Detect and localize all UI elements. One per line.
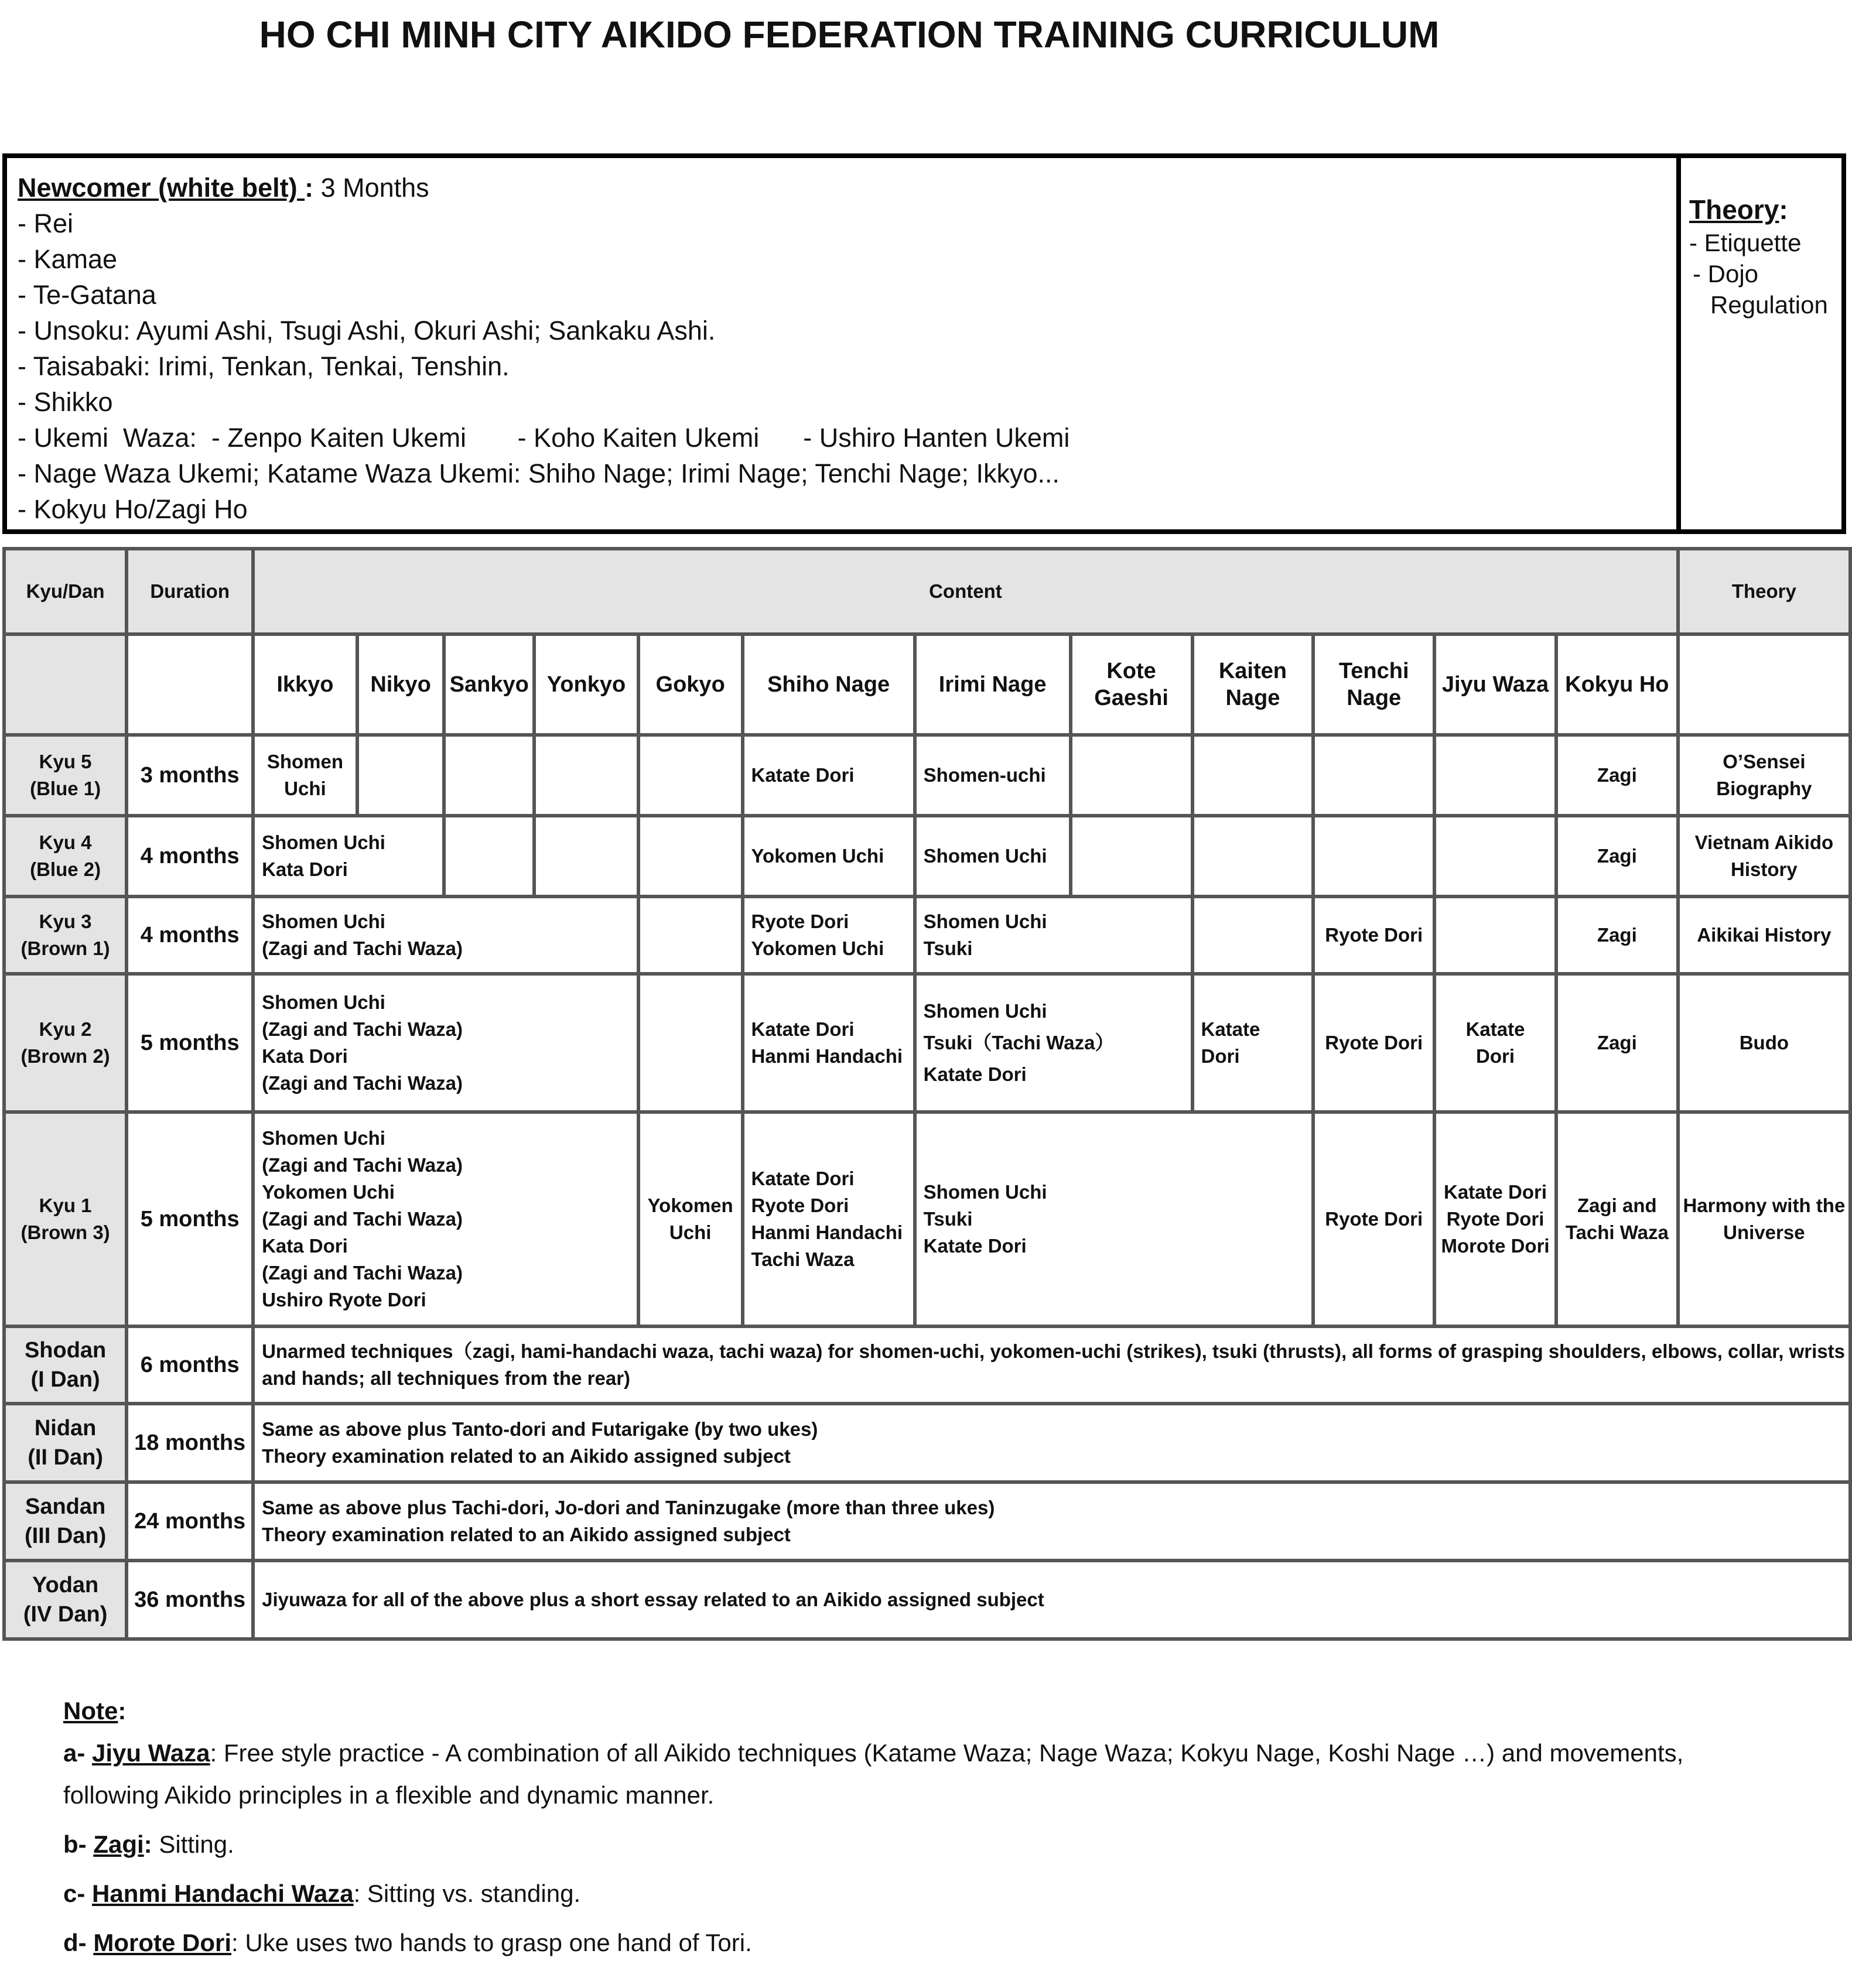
cell-line: Katate Dori [1444,1181,1547,1203]
note-term: Zagi [93,1830,144,1858]
cell-line: Morote Dori [1441,1235,1550,1257]
newcomer-item: - Rei [18,208,74,238]
rank-belt: (Brown 1) [20,937,110,959]
cell-line: Dori [1201,1045,1240,1067]
note-term: Morote Dori [93,1929,231,1956]
cell-line: (Zagi and Tachi Waza) [262,1018,463,1040]
newcomer-item: - Kamae [18,244,118,274]
tech-irimi-nage: Irimi Nage [915,634,1071,735]
rank-cell [4,1404,127,1482]
cell-line: Yokomen Uchi [751,937,884,959]
cell-line: Shomen Uchi [262,832,385,853]
rank-cell [4,1561,127,1639]
rank-belt: (III Dan) [24,1524,107,1548]
duration-cell: 6 months [127,1326,253,1404]
row-kyu5 [4,735,1850,816]
cell-line: Tsuki [923,1208,973,1230]
theory-title-text: Theory [1689,194,1779,225]
empty-cell [1192,897,1314,974]
curriculum-table [2,547,1852,1641]
cell-line: Harmony with the [1683,1195,1846,1216]
rank-belt: (Blue 1) [30,778,101,799]
empty-cell [1071,816,1192,897]
cell-line: Tsuki [923,937,973,959]
gokyo-cell [638,1112,743,1326]
rank-cell [4,1112,127,1326]
notes-title-colon: : [118,1697,127,1724]
duration-cell: 5 months [127,974,253,1112]
newcomer-theory-title [1689,192,1834,227]
cell-line: and hands; all techniques from the rear) [262,1367,631,1389]
note-colon: : [143,1830,152,1858]
tech-yonkyo: Yonkyo [534,634,638,735]
cell-line: (Zagi and Tachi Waza) [262,1262,463,1284]
tech-kokyu-ho: Kokyu Ho [1556,634,1678,735]
cell-line: Jiyuwaza for all of the above plus a short essay related to an Aikido assigned subject [262,1589,1044,1610]
rank-name: Sandan [25,1494,106,1519]
theory-item: - Etiquette [1689,229,1802,256]
shiho-cell [743,1112,915,1326]
row-sandan [4,1482,1850,1561]
note-term: Jiyu Waza [92,1739,210,1767]
header-theory: Theory [1678,549,1850,634]
duration-cell: 3 months [127,735,253,816]
newcomer-heading-colon: : [305,173,314,203]
cell-line: Yokomen Uchi [262,1181,395,1203]
header-row [4,549,1850,634]
note-text: : Uke uses two hands to grasp one hand of Tori. [231,1929,752,1956]
cell-line: Shomen Uchi [923,911,1047,932]
theory-title-colon: : [1779,194,1788,225]
empty-cell [1434,735,1556,816]
tech-kaiten-nage: Kaiten Nage [1192,634,1314,735]
duration-cell: 4 months [127,897,253,974]
notes-title-text: Note [63,1697,118,1724]
newcomer-item: - Nage Waza Ukemi; Katame Waza Ukemi: Shiho Nage; Irimi Nage; Tenchi Nage; Ikkyo... [18,458,1060,488]
tech-sankyo: Sankyo [444,634,534,735]
cell-line: Katate Dori [751,1168,855,1189]
empty-cell [1313,816,1434,897]
cell-line: Kata Dori [262,1235,348,1257]
tech-jiyu-waza: Jiyu Waza [1434,634,1556,735]
empty-cell [1434,816,1556,897]
ikkyo-cell [253,816,444,897]
newcomer-item: - Taisabaki: Irimi, Tenkan, Tenkai, Tenshin. [18,351,510,381]
ikkyo-cell [253,735,357,816]
jiyu-cell [1434,974,1556,1112]
rank-name: Kyu 5 [39,751,92,772]
row-nidan [4,1404,1850,1482]
tenchi-cell: Ryote Dori [1313,1112,1434,1326]
header-duration: Duration [127,549,253,634]
note-label: a- [63,1739,86,1767]
empty-cell [534,816,638,897]
blank-cell [1678,634,1850,735]
rank-name: Shodan [24,1338,107,1363]
row-kyu2 [4,974,1850,1112]
rank-cell [4,974,127,1112]
rank-belt: (IV Dan) [23,1602,108,1627]
newcomer-item: - Te-Gatana [18,280,156,310]
cell-line: Kata Dori [262,858,348,880]
newcomer-heading-label: Newcomer (white belt) [18,173,305,203]
kokyu-cell: Zagi [1556,816,1678,897]
shiho-cell [743,897,915,974]
note-text: : Free style practice - A combination of all Aikido techniques (Katame Waza; Nage Waza; Kokyu Nage, Koshi Nage …) and movements, [210,1739,1684,1767]
cell-line: Hanmi Handachi [751,1045,903,1067]
cell-line: Shomen Uchi [923,1181,1047,1203]
tech-gokyo: Gokyo [638,634,743,735]
ikkyo-cell [253,1112,638,1326]
rank-belt: (Brown 2) [20,1045,110,1067]
tech-kote-gaeshi: Kote Gaeshi [1071,634,1192,735]
rank-name: Nidan [34,1416,97,1440]
shiho-cell: Yokomen Uchi [743,816,915,897]
cell-line: Uchi [284,778,326,799]
note-a [63,1736,1797,1771]
ikkyo-cell [253,974,638,1112]
theory-cell: Budo [1678,974,1850,1112]
empty-cell [1313,735,1434,816]
row-kyu1 [4,1112,1850,1326]
page-title: HO CHI MINH CITY AIKIDO FEDERATION TRAINING CURRICULUM [259,13,1440,56]
notes-section [63,1686,1797,1968]
tenchi-cell: Ryote Dori [1313,974,1434,1112]
rank-belt: (Brown 3) [20,1221,110,1243]
cell-line: Shomen Uchi [262,911,385,932]
dan-content-cell [253,1326,1850,1404]
tenchi-cell: Ryote Dori [1313,897,1434,974]
empty-cell [444,735,534,816]
tech-nikyo: Nikyo [357,634,445,735]
newcomer-item: - Kokyu Ho/Zagi Ho [18,494,248,524]
blank-cell [4,634,127,735]
dan-content-cell [253,1561,1850,1639]
note-label: d- [63,1929,87,1956]
newcomer-box [2,153,1846,534]
row-yodan [4,1561,1850,1639]
newcomer-heading [18,170,1666,206]
note-term: Hanmi Handachi Waza [92,1880,354,1907]
cell-line: Universe [1723,1221,1805,1243]
cell-line: Tsuki（Tachi Waza） [923,1032,1115,1053]
note-a-cont: following Aikido principles in a flexible and dynamic manner. [63,1781,715,1809]
tech-tenchi-nage: Tenchi Nage [1313,634,1434,735]
duration-cell: 36 months [127,1561,253,1639]
empty-cell [638,816,743,897]
shiho-cell [743,974,915,1112]
duration-cell: 5 months [127,1112,253,1326]
theory-item: Regulation [1710,291,1828,319]
empty-cell [444,816,534,897]
kokyu-cell: Zagi [1556,735,1678,816]
empty-cell [1192,816,1314,897]
cell-line: Theory examination related to an Aikido assigned subject [262,1524,791,1545]
theory-item: - Dojo [1693,260,1759,288]
cell-line: Katate [1201,1018,1260,1040]
rank-cell [4,1482,127,1561]
header-content: Content [253,549,1678,634]
technique-row [4,634,1850,735]
rank-belt: (I Dan) [30,1367,100,1392]
shiho-cell: Katate Dori [743,735,915,816]
rank-belt: (II Dan) [28,1445,103,1470]
rank-name: Kyu 2 [39,1018,92,1040]
tech-shiho-nage: Shiho Nage [743,634,915,735]
cell-line: Theory examination related to an Aikido assigned subject [262,1445,791,1467]
cell-line: O’Sensei [1723,751,1806,772]
cell-line: Vietnam Aikido [1694,832,1834,853]
cell-line: Katate Dori [923,1235,1027,1257]
irimi-cell [915,1112,1314,1326]
newcomer-item: - Unsoku: Ayumi Ashi, Tsugi Ashi, Okuri Ashi; Sankaku Ashi. [18,316,716,345]
note-b [63,1820,1797,1869]
irimi-cell: Shomen-uchi [915,735,1071,816]
cell-line: Same as above plus Tanto-dori and Futarigake (by two ukes) [262,1418,818,1440]
newcomer-duration: 3 Months [313,173,429,203]
empty-cell [1192,735,1314,816]
rank-name: Yodan [32,1573,99,1597]
cell-line: Shomen Uchi [262,1127,385,1149]
empty-cell [534,735,638,816]
kaiten-cell [1192,974,1314,1112]
kokyu-cell [1556,1112,1678,1326]
dan-content-cell [253,1482,1850,1561]
theory-cell [1678,816,1850,897]
cell-line: Zagi and [1577,1195,1657,1216]
empty-cell [638,897,743,974]
cell-line: History [1731,858,1798,880]
dan-content-cell [253,1404,1850,1482]
rank-cell [4,735,127,816]
blank-cell [127,634,253,735]
notes-title [63,1686,1797,1736]
cell-line: (Zagi and Tachi Waza) [262,937,463,959]
empty-cell [1071,735,1192,816]
rank-name: Kyu 3 [39,911,92,932]
cell-line: Same as above plus Tachi-dori, Jo-dori and Taninzugake (more than three ukes) [262,1497,995,1518]
jiyu-cell [1434,1112,1556,1326]
newcomer-content [7,158,1681,529]
cell-line: Ryote Dori [751,911,849,932]
empty-cell [357,735,445,816]
row-shodan [4,1326,1850,1404]
cell-line: Kata Dori [262,1045,348,1067]
empty-cell [1434,897,1556,974]
kokyu-cell: Zagi [1556,897,1678,974]
note-label: b- [63,1830,87,1858]
rank-cell [4,816,127,897]
cell-line: Katate Dori [923,1063,1027,1085]
empty-cell [638,974,743,1112]
duration-cell: 24 months [127,1482,253,1561]
note-label: c- [63,1880,86,1907]
rank-cell [4,1326,127,1404]
cell-line: Uchi [669,1221,712,1243]
cell-line: (Zagi and Tachi Waza) [262,1154,463,1176]
row-kyu3 [4,897,1850,974]
note-c [63,1869,1797,1918]
cell-line: Katate Dori [751,1018,855,1040]
rank-name: Kyu 4 [39,832,92,853]
note-text: Sitting. [152,1830,234,1858]
cell-line: Ryote Dori [751,1195,849,1216]
newcomer-item: - Ukemi Waza: - Zenpo Kaiten Ukemi - Koho Kaiten Ukemi - Ushiro Hanten Ukemi [18,423,1070,453]
cell-line: Dori [1476,1045,1515,1067]
note-text: : Sitting vs. standing. [353,1880,581,1907]
cell-line: Ryote Dori [1446,1208,1545,1230]
cell-line: Tachi Waza [751,1248,855,1270]
rank-name: Kyu 1 [39,1195,92,1216]
cell-line: Shomen Uchi [923,1000,1047,1022]
duration-cell: 18 months [127,1404,253,1482]
note-d [63,1918,1797,1968]
ikkyo-cell [253,897,638,974]
cell-line: Katate [1465,1018,1525,1040]
cell-line: Yokomen [647,1195,733,1216]
irimi-cell: Shomen Uchi [915,816,1071,897]
cell-line: Ushiro Ryote Dori [262,1289,426,1310]
cell-line: Shomen [266,751,344,772]
row-kyu4 [4,816,1850,897]
irimi-cell [915,897,1192,974]
cell-line: Shomen Uchi [262,991,385,1013]
cell-line: (Zagi and Tachi Waza) [262,1208,463,1230]
duration-cell: 4 months [127,816,253,897]
theory-cell [1678,1112,1850,1326]
cell-line: Tachi Waza [1565,1221,1669,1243]
theory-cell: Aikikai History [1678,897,1850,974]
irimi-cell [915,974,1192,1112]
rank-cell [4,897,127,974]
kokyu-cell: Zagi [1556,974,1678,1112]
newcomer-theory [1681,158,1841,529]
header-kyu: Kyu/Dan [4,549,127,634]
empty-cell [638,735,743,816]
theory-cell [1678,735,1850,816]
cell-line: Unarmed techniques（zagi, hami-handachi waza, tachi waza) for shomen-uchi, yokomen-uchi (strikes), tsuki (thrusts), all forms of grasping shoulders, elbows, collar, wrists [262,1340,1845,1362]
cell-line: Hanmi Handachi [751,1221,903,1243]
cell-line: (Zagi and Tachi Waza) [262,1072,463,1094]
newcomer-item: - Shikko [18,387,113,417]
cell-line: Biography [1716,778,1812,799]
rank-belt: (Blue 2) [30,858,101,880]
tech-ikkyo: Ikkyo [253,634,357,735]
